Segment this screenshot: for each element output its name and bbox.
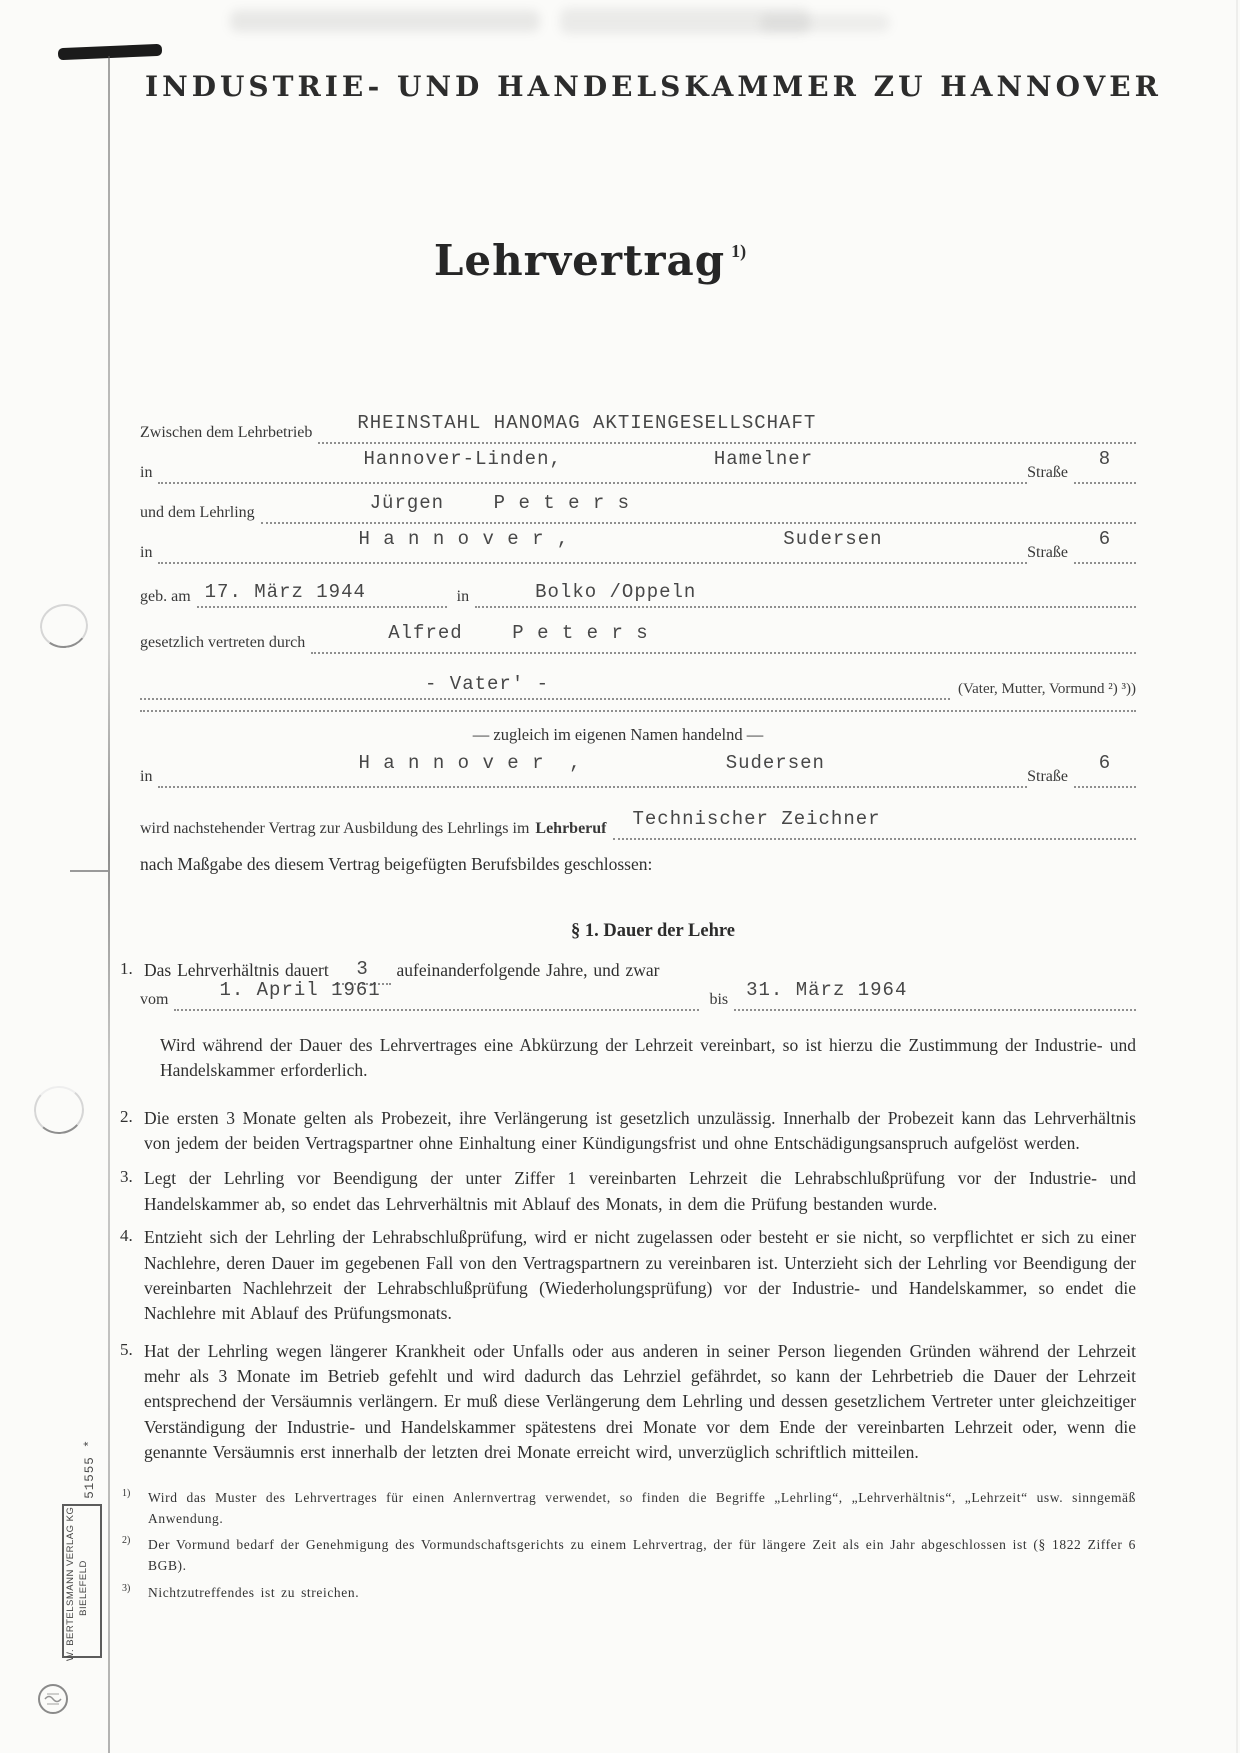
label-vater-mutter-vormund: (Vater, Mutter, Vormund ²) ³)) — [957, 680, 1136, 697]
field-vertreter-art — [140, 672, 950, 700]
value-vertreter-art: - Vater' - — [425, 672, 550, 695]
clause-2-number: 2. — [120, 1106, 133, 1126]
margin-form-number — [46, 1436, 106, 1500]
field-row-betrieb-ort — [140, 444, 1136, 484]
document-title: Lehrvertrag — [433, 235, 726, 285]
label-bis: bis — [709, 991, 729, 1009]
punch-hole — [37, 601, 91, 651]
label-lehrling: und dem Lehrling — [140, 504, 255, 521]
document-content — [120, 70, 1162, 1604]
label-strasse: Straße — [1027, 464, 1068, 481]
value-handelnd-strassenname: Sudersen — [725, 751, 825, 774]
field-betrieb-hausnummer — [1074, 447, 1136, 484]
scan-smudge — [230, 10, 540, 32]
field-lehrling-hausnummer — [1074, 527, 1136, 564]
field-lehrling-ort — [158, 527, 1027, 564]
contract-form — [140, 404, 1136, 875]
publisher-imprint-text — [64, 1506, 96, 1661]
clause-5 — [120, 1339, 1136, 1466]
field-row-vertreter — [140, 608, 1136, 654]
document-title-wrap — [92, 235, 1088, 285]
field-handelnd-ort — [158, 751, 1027, 788]
stamp-icon — [36, 1682, 70, 1716]
value-lehrling-strassenname: Sudersen — [783, 527, 883, 550]
clause-2-text: Die ersten 3 Monate gelten als Probezeit, ihre Verlängerung ist gesetzlich unzulässig. Innerhalb der Probezeit kann das Lehrverhältnis von jedem der beiden Vertragspartner ohne Einhaltung einer Kündigungsfrist und ohne Entschädigungsanspruch aufgelöst werden. — [144, 1107, 1136, 1154]
form-number-text: 51555 * — [82, 1439, 97, 1499]
clause-3-number: 3. — [120, 1167, 133, 1187]
clause-4-text: Entzieht sich der Lehrling der Lehrabschlußprüfung, wird er nicht zugelassen oder besteht er sie nicht, so verpflichtet er sich zu einer Nachlehre, deren Dauer im gegebenen Fall von den Vertragspartnern zu vereinbaren ist. Unterzieht sich der Lehrling vor Beendigung der vereinbarten Nachlehrzeit der Lehrabschlußprüfung (Wiederholungsprüfung) vor der Industrie- und Handelskammer, so endet die Nachlehre mit Ablauf des Prüfungsmonats. — [144, 1227, 1136, 1324]
fold-line — [108, 56, 110, 1753]
footnote-3-text: Nichtzutreffendes ist zu streichen. — [148, 1585, 360, 1601]
clause-4-number: 4. — [120, 1226, 133, 1246]
registration-tick — [70, 870, 108, 872]
form-closing-line: nach Maßgabe des diesem Vertrag beigefügten Berufsbildes geschlossen: — [140, 853, 653, 874]
label-geb-am: geb. am — [140, 588, 191, 605]
publisher-city: BIELEFELD — [78, 1560, 90, 1616]
label-vom: vom — [140, 991, 169, 1009]
field-empty-line — [140, 710, 1136, 712]
value-handelnd-hausnummer: 6 — [1098, 751, 1112, 774]
field-row-lehrberuf — [140, 788, 1136, 840]
label-lehrberuf: Lehrberuf — [535, 820, 607, 837]
clause-1-note: Wird während der Dauer des Lehrvertrages eine Abkürzung der Lehrzeit vereinbart, so ist hierzu die Zustimmung der Industrie- und Handelskammer erforderlich. — [160, 1034, 1136, 1081]
chamber-header: INDUSTRIE- UND HANDELSKAMMER ZU HANNOVER — [145, 70, 1162, 103]
value-betrieb-stadt: Hannover-Linden, — [363, 447, 562, 470]
field-row-handelnd-ort — [140, 748, 1136, 788]
value-vertreter-name: Alfred P e t e r s — [388, 621, 649, 644]
zugleich-note: — zugleich im eigenen Namen handelnd — — [472, 724, 764, 744]
field-betrieb-ort — [158, 447, 1027, 484]
field-row-empty — [140, 700, 1136, 712]
field-row-lehrbetrieb — [140, 404, 1136, 444]
value-handelnd-stadt: H a n n o v e r , — [358, 751, 582, 774]
ink-mark — [58, 44, 162, 61]
field-laufzeit-beginn — [174, 978, 699, 1011]
field-lehrberuf — [613, 807, 1137, 840]
field-laufzeit-ende — [734, 978, 1136, 1011]
value-dauer-jahre: 3 — [356, 957, 369, 980]
value-laufzeit-ende: 31. März 1964 — [746, 978, 908, 1001]
clause-3 — [120, 1166, 1136, 1217]
footnote-2-text: Der Vormund bedarf der Genehmigung des Vormundschaftsgerichts zu einem Lehrvertrag, der für längere Zeit als ein Jahr abgeschlossen ist (§ 1822 Ziffer 6 BGB). — [148, 1537, 1136, 1574]
field-row-vertreter-art — [140, 654, 1136, 700]
footnote-1-marker — [122, 1488, 148, 1530]
field-lehrbetrieb — [318, 411, 1136, 444]
clause-1-post: aufeinanderfolgende Jahre, und zwar — [396, 959, 660, 980]
value-betrieb-hausnummer: 8 — [1098, 447, 1112, 470]
label-in: in — [140, 544, 153, 561]
value-lehrling-hausnummer: 6 — [1098, 527, 1112, 550]
label-vertrag-ausbildung: wird nachstehender Vertrag zur Ausbildung des Lehrlings im — [140, 820, 530, 837]
field-lehrling-name — [261, 491, 1136, 524]
clause-4 — [120, 1225, 1136, 1327]
field-geburtsort — [475, 580, 1136, 608]
clause-5-number: 5. — [120, 1339, 133, 1359]
field-row-lehrling-ort — [140, 524, 1136, 564]
label-strasse: Straße — [1027, 544, 1068, 561]
value-betrieb-strassenname: Hamelner — [713, 447, 814, 470]
label-vertreter: gesetzlich vertreten durch — [140, 634, 306, 651]
clause-5-text: Hat der Lehrling wegen längerer Krankheit oder Unfalls oder aus anderen in seiner Person liegenden Gründen während der Lehrzeit mehr als 3 Monate im Betrieb gefehlt und wird dadurch das Lehrziel gefährdet, so kann der Lehrbetrieb die Dauer der Lehrzeit entsprechend der Versäumnis verlängern. Er muß diese Verlängerung dem Lehrling und dessen gesetzlichem Vertreter unter gleichzeitiger Verständigung der Industrie- und Handelskammer spätestens drei Monate vor dem Ende der vereinbarten Lehrzeit oder, wenn die genannte Versäumnis erst innerhalb der letzten drei Monate erreicht wird, unverzüglich schriftlich mitteilen. — [144, 1340, 1136, 1463]
title-footnote-ref: 1) — [731, 240, 747, 261]
value-geburtsdatum: 17. März 1944 — [204, 580, 366, 603]
label-in: in — [140, 464, 153, 481]
field-geburtsdatum — [197, 580, 447, 608]
label-strasse: Straße — [1027, 768, 1068, 785]
field-row-geburt — [140, 564, 1136, 608]
footnote-3-marker-text: 3) — [122, 1583, 131, 1595]
footnote-1 — [122, 1488, 1136, 1530]
value-geburtsort: Bolko /Oppeln — [535, 580, 697, 603]
punch-hole — [32, 1084, 85, 1135]
footnote-1-text: Wird das Muster des Lehrvertrages für einen Anlernvertrag verwendet, so finden die Begriffe „Lehrling“, „Lehrverhältnis“, „Lehrzeit“ usw. sinngemäß Anwendung. — [148, 1489, 1136, 1526]
clause-1-number: 1. — [120, 958, 133, 978]
clause-1-pre: Das Lehrverhältnis dauert — [144, 959, 329, 980]
footnote-1-marker-text: 1) — [122, 1487, 131, 1499]
clause-2 — [120, 1106, 1136, 1157]
value-lehrberuf: Technischer Zeichner — [632, 807, 881, 830]
footnote-2-marker-text: 2) — [122, 1535, 131, 1547]
value-lehrbetrieb: RHEINSTAHL HANOMAG AKTIENGESELLSCHAFT — [357, 411, 817, 434]
label-lehrbetrieb: Zwischen dem Lehrbetrieb — [140, 424, 313, 441]
section-1-heading: § 1. Dauer der Lehre — [571, 920, 735, 941]
field-handelnd-hausnummer — [1074, 751, 1136, 788]
publisher-imprint-box — [62, 1504, 102, 1661]
publisher-name: W. BERTELSMANN VERLAG KG — [65, 1506, 76, 1661]
footnote-2 — [122, 1535, 1136, 1577]
field-vertreter-name — [311, 621, 1136, 654]
label-in: in — [456, 588, 470, 605]
scan-smudge — [760, 14, 890, 32]
footnote-3 — [122, 1583, 1136, 1604]
footnote-3-marker — [122, 1583, 148, 1604]
clause-3-text: Legt der Lehrling vor Beendigung der unter Ziffer 1 vereinbarten Lehrzeit die Lehrabschlußprüfung vor der Industrie- und Handelskammer ab, so endet das Lehrverhältnis mit Ablauf des Monats, in dem die Prüfung bestanden wurde. — [144, 1168, 1136, 1214]
value-lehrling-name: Jürgen P e t e r s — [369, 491, 631, 514]
label-in: in — [140, 768, 153, 785]
value-laufzeit-beginn: 1. April 1961 — [219, 978, 381, 1001]
page-edge-shadow — [1236, 0, 1238, 1753]
footnotes — [122, 1488, 1136, 1605]
field-row-laufzeit — [140, 978, 1136, 1011]
field-row-lehrling — [140, 484, 1136, 524]
row-zugleich-note — [140, 712, 1136, 748]
value-lehrling-stadt: H a n n o v e r , — [358, 527, 570, 550]
footnote-2-marker — [122, 1535, 148, 1577]
